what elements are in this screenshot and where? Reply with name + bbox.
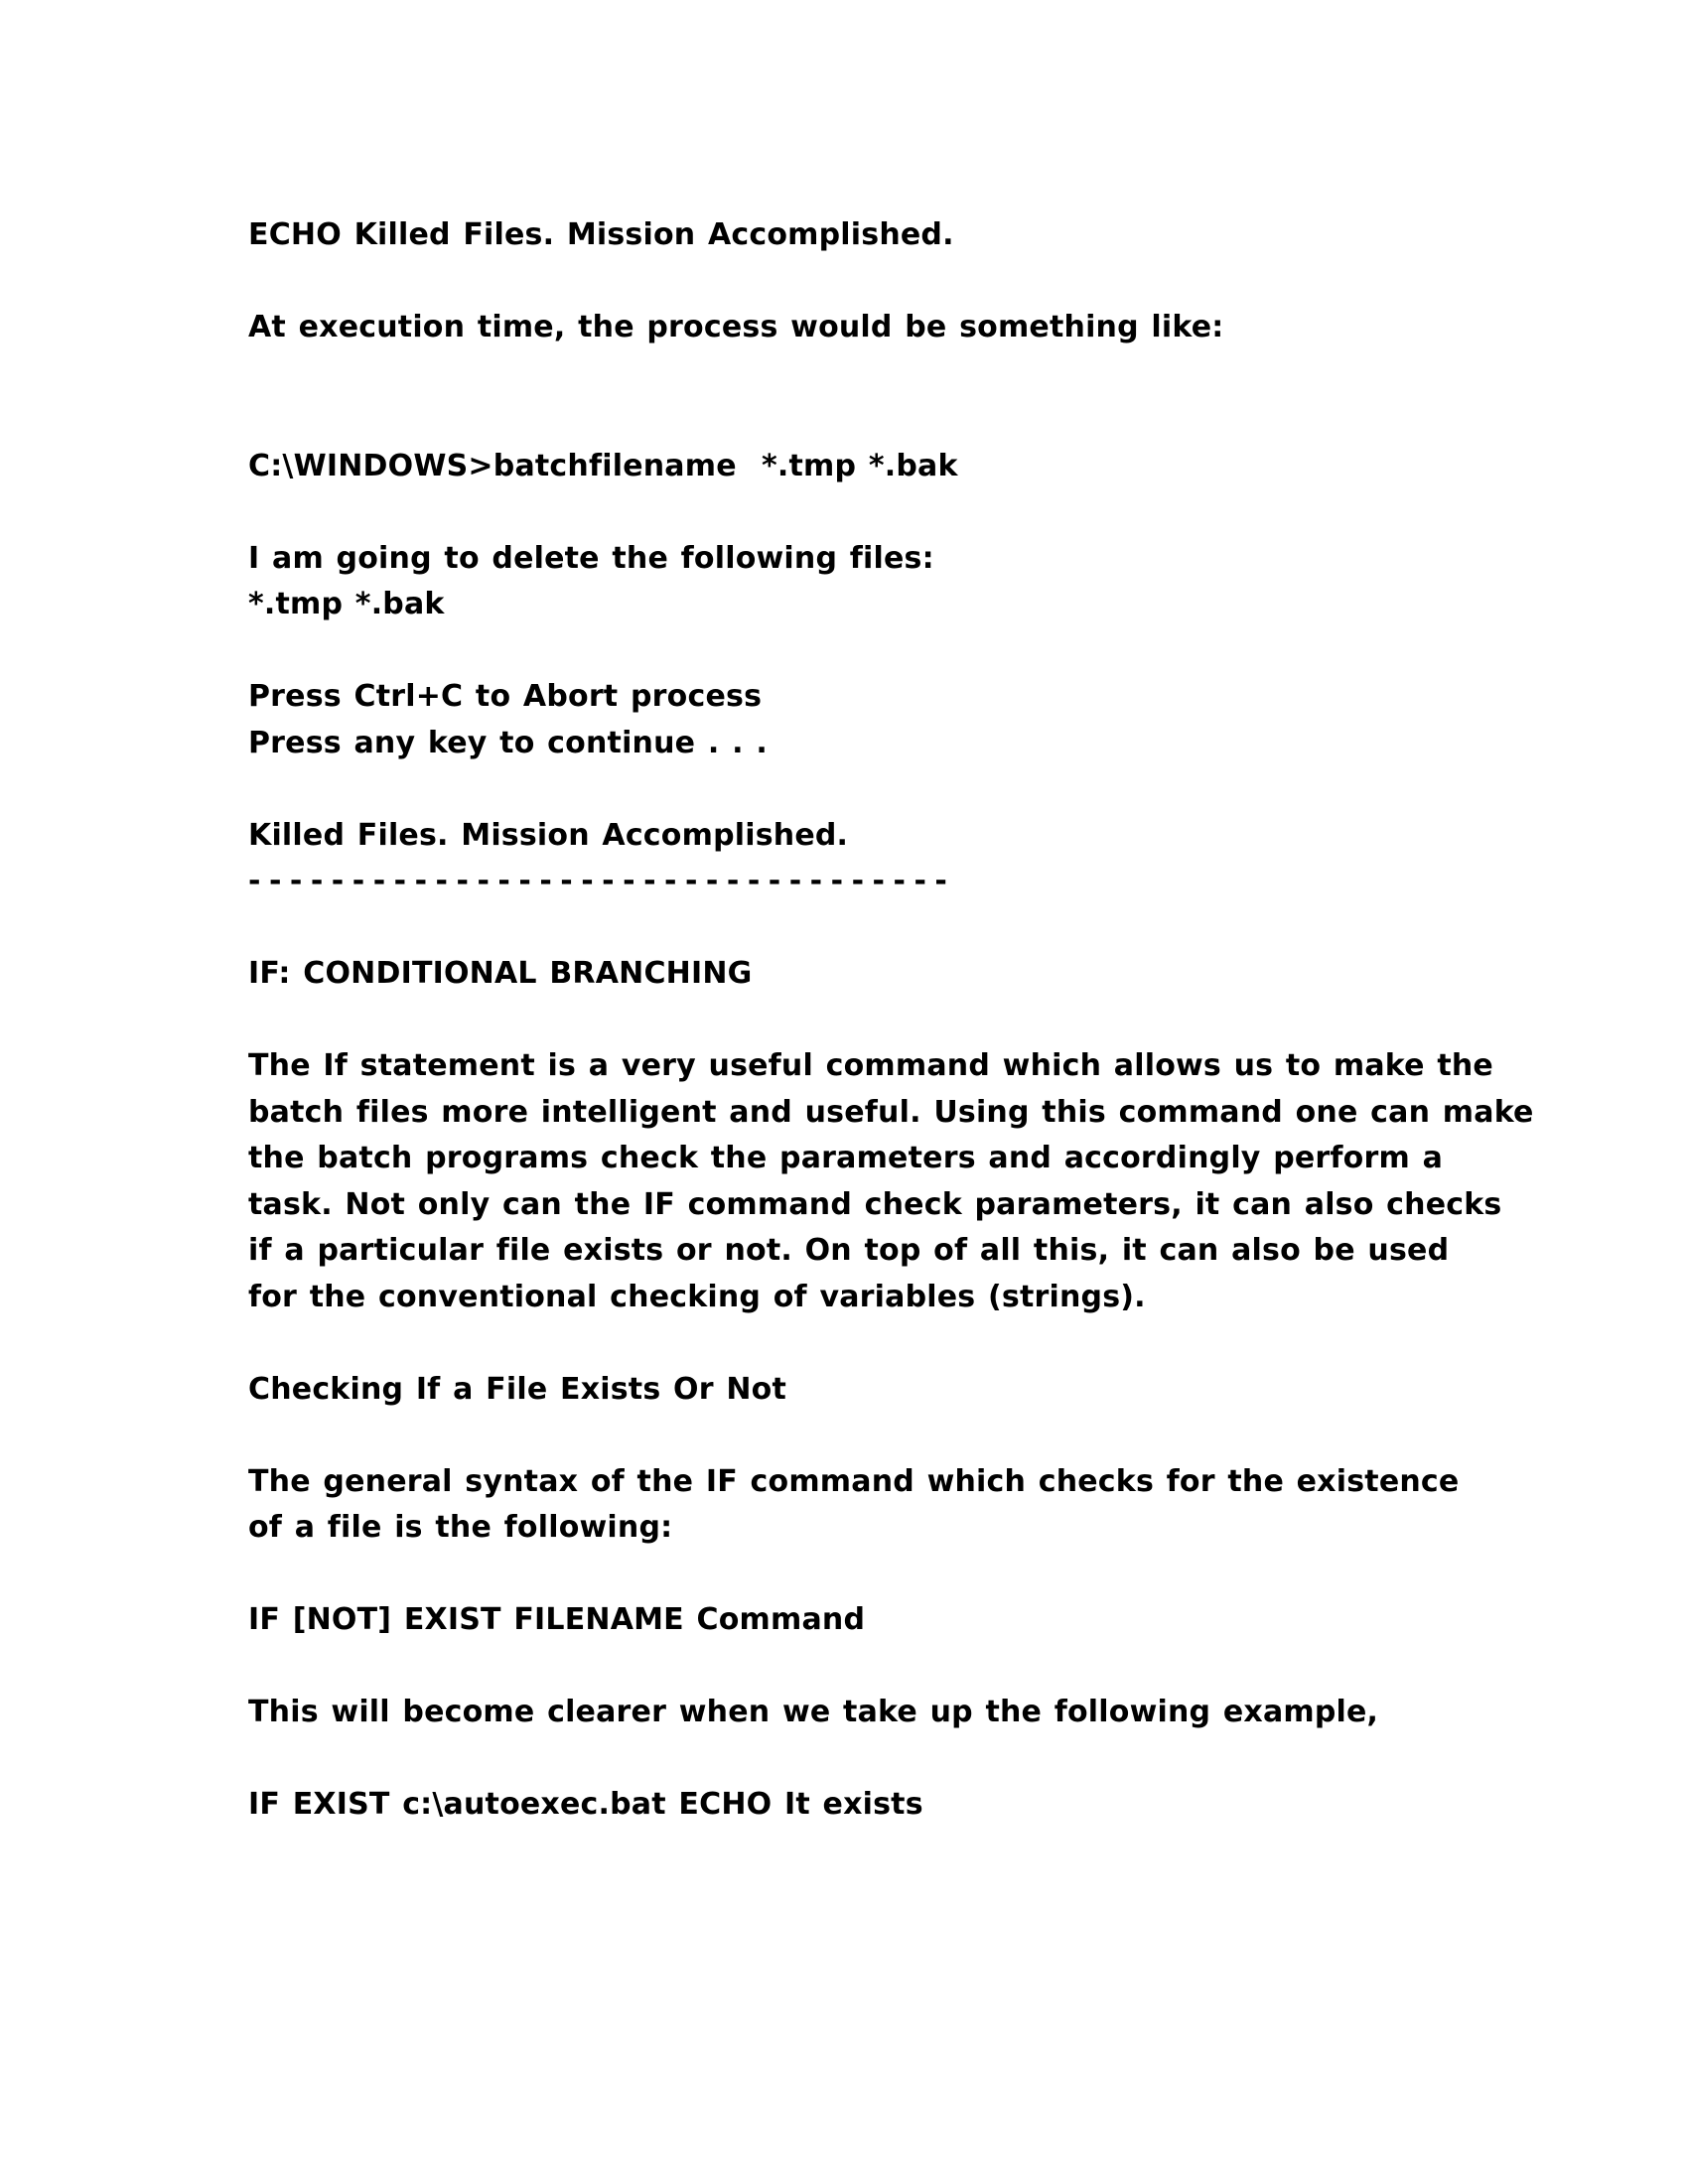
- blank-line: [248, 259, 1450, 306]
- paragraph-line: task. Not only can the IF command check parameters, it can also checks: [248, 1186, 1502, 1222]
- blank-line: [248, 351, 1450, 398]
- console-output-line: Press any key to continue . . .: [248, 725, 768, 760]
- syntax-line: IF [NOT] EXIST FILENAME Command: [248, 1602, 866, 1637]
- blank-line: [248, 1736, 1450, 1783]
- blank-line: [248, 1320, 1450, 1367]
- blank-line: [248, 628, 1450, 675]
- console-output-line: Killed Files. Mission Accomplished.: [248, 817, 849, 853]
- console-output-line: I am going to delete the following files:: [248, 540, 934, 576]
- blank-line: [248, 1644, 1450, 1691]
- paragraph-line: The general syntax of the IF command which checks for the existence: [248, 1463, 1460, 1499]
- section-heading: IF: CONDITIONAL BRANCHING: [248, 956, 753, 991]
- divider-dashes: ----------------------------------: [248, 864, 956, 898]
- paragraph-line: the batch programs check the parameters and accordingly perform a: [248, 1141, 1444, 1175]
- blank-line: [248, 905, 1450, 952]
- document-text-block: [248, 212, 1534, 1829]
- blank-line: [248, 1552, 1450, 1598]
- text-line: At execution time, the process would be something like:: [248, 310, 1224, 344]
- paragraph-line: This will become clearer when we take up the following example,: [248, 1695, 1379, 1729]
- paragraph-line: The If statement is a very useful command which allows us to make the: [248, 1048, 1493, 1083]
- blank-line: [248, 998, 1450, 1044]
- subsection-heading: Checking If a File Exists Or Not: [248, 1371, 787, 1407]
- example-command-line: IF EXIST c:\autoexec.bat ECHO It exists: [248, 1787, 923, 1822]
- echo-command-line: ECHO Killed Files. Mission Accomplished.: [248, 217, 954, 252]
- blank-line: [248, 766, 1450, 813]
- blank-line: [248, 397, 1450, 444]
- console-output-line: *.tmp *.bak: [248, 587, 445, 621]
- paragraph-line: if a particular file exists or not. On top of all this, it can also be used: [248, 1233, 1450, 1268]
- dos-prompt-line: C:\WINDOWS>batchfilename *.tmp *.bak: [248, 448, 958, 483]
- blank-line: [248, 1413, 1450, 1459]
- paragraph-line: for the conventional checking of variables (strings).: [248, 1279, 1146, 1314]
- paragraph-line: batch files more intelligent and useful. Using this command one can make: [248, 1094, 1534, 1130]
- paragraph-line: of a file is the following:: [248, 1510, 673, 1545]
- blank-line: [248, 489, 1450, 536]
- console-output-line: Press Ctrl+C to Abort process: [248, 679, 763, 714]
